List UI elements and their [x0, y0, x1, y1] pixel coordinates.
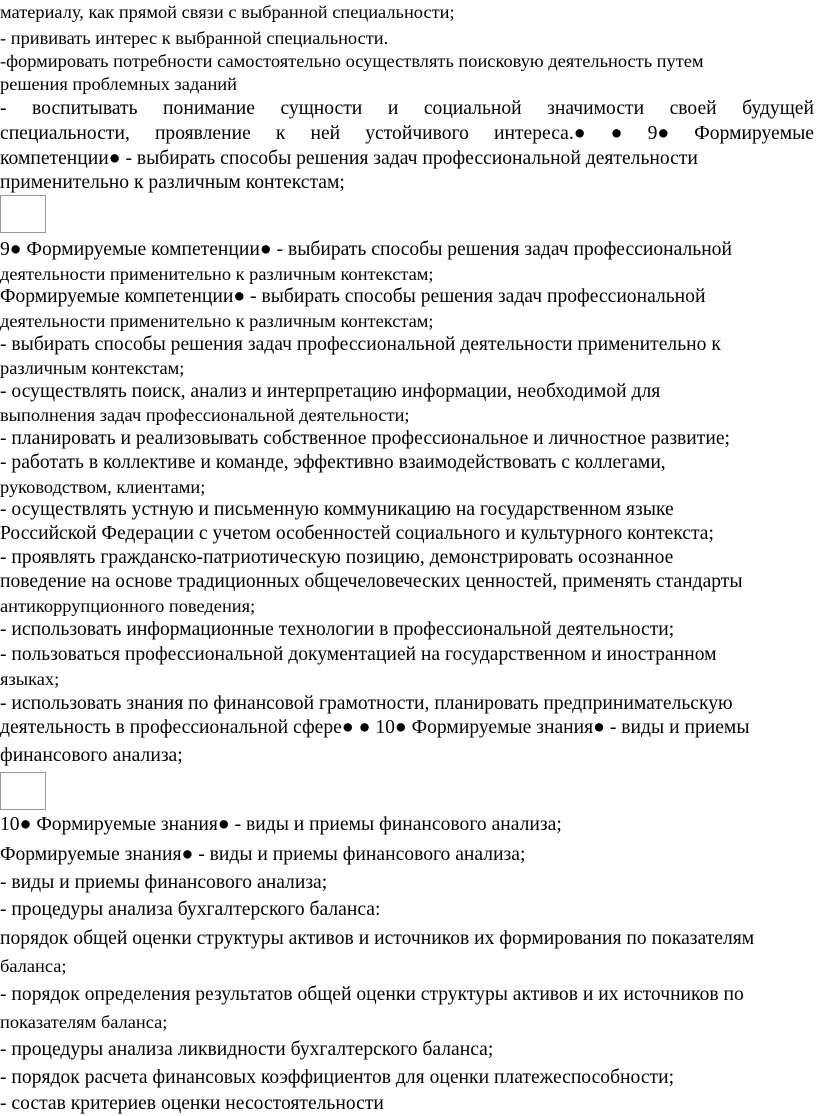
word: к: [275, 123, 286, 144]
text-line: - проявлять гражданско-патриотическую позицию, демонстрировать осознанное: [0, 547, 674, 568]
text-line: Российской Федерации с учетом особенностей социального и культурного контекста;: [0, 523, 714, 544]
text-line: - осуществлять устную и письменную коммуникацию на государственном языке: [0, 499, 674, 520]
text-line: - виды и приемы финансового анализа;: [0, 872, 328, 893]
text-line: материалу, как прямой связи с выбранной специальности;: [0, 2, 455, 22]
word: будущей: [742, 98, 814, 119]
word: 9●: [647, 123, 670, 144]
text-line: - работать в коллективе и команде, эффективно взаимодействовать с коллегами,: [0, 452, 666, 473]
text-line: порядок общей оценки структуры активов и источников их формирования по показателям: [0, 928, 755, 949]
word: ней: [310, 123, 341, 144]
text-line: решения проблемных заданий: [0, 74, 237, 94]
text-line: - состав критериев оценки несостоятельности: [0, 1093, 384, 1114]
text-line: Формируемые знания● - виды и приемы финансового анализа;: [0, 844, 526, 865]
word: значимости: [547, 98, 645, 119]
text-line: поведение на основе традиционных общечеловеческих ценностей, применять стандарты: [0, 571, 743, 592]
text-line: различным контекстам;: [0, 358, 185, 378]
word: социальной: [423, 98, 522, 119]
word: интереса.●: [494, 123, 586, 144]
text-line: - порядок определения результатов общей оценки структуры активов и их источников по: [0, 984, 744, 1005]
text-line: - процедуры анализа ликвидности бухгалтерского баланса;: [0, 1039, 494, 1060]
word: проявление: [154, 123, 251, 144]
text-line: - планировать и реализовывать собственное профессиональное и личностное развитие;: [0, 428, 730, 449]
text-line: - использовать информационные технологии в профессиональной деятельности;: [0, 619, 675, 640]
word: своей: [669, 98, 717, 119]
word: понимание: [163, 98, 255, 119]
text-line: - осуществлять поиск, анализ и интерпретацию информации, необходимой для: [0, 381, 661, 402]
text-line: финансового анализа;: [0, 745, 183, 766]
text-line: - прививать интерес к выбранной специальности.: [0, 28, 389, 48]
text-line: руководством, клиентами;: [0, 477, 206, 497]
word: воспитывать: [32, 98, 138, 119]
text-line: компетенции● - выбирать способы решения задач профессиональной деятельности: [0, 148, 698, 169]
word: сущности: [280, 98, 363, 119]
text-line: - пользоваться профессиональной документацией на государственном и иностранном: [0, 644, 717, 665]
word: Формируемые: [694, 123, 814, 144]
text-line: применительно к различным контекстам;: [0, 172, 345, 193]
word: ●: [610, 123, 623, 144]
justified-line: [0, 124, 814, 144]
text-line: выполнения задач профессиональной деятельности;: [0, 405, 410, 425]
text-line: деятельность в профессиональной сфере● ● 10● Формируемые знания● - виды и приемы: [0, 717, 750, 738]
word: -: [0, 98, 7, 119]
text-line: - порядок расчета финансовых коэффициентов для оценки платежеспособности;: [0, 1067, 675, 1088]
text-line: языках;: [0, 669, 60, 689]
word: и: [387, 98, 399, 119]
text-line: 9● Формируемые компетенции● - выбирать способы решения задач профессиональной: [0, 239, 732, 260]
word: специальности,: [0, 123, 130, 144]
justified-line: [0, 99, 814, 119]
text-line: - процедуры анализа бухгалтерского баланса:: [0, 899, 381, 920]
text-line: антикоррупционного поведения;: [0, 596, 256, 616]
text-line: - использовать знания по финансовой грамотности, планировать предпринимательскую: [0, 693, 733, 714]
text-line: - выбирать способы решения задач профессиональной деятельности применительно к: [0, 334, 721, 355]
empty-image-frame: [0, 772, 46, 810]
text-line: деятельности применительно к различным контекстам;: [0, 264, 434, 284]
text-line: Формируемые компетенции● - выбирать способы решения задач профессиональной: [0, 286, 706, 307]
word: устойчивого: [365, 123, 469, 144]
text-line: показателям баланса;: [0, 1012, 168, 1032]
text-line: -формировать потребности самостоятельно осуществлять поисковую деятельность путем: [0, 51, 704, 71]
text-line: деятельности применительно к различным контекстам;: [0, 311, 434, 331]
text-line: 10● Формируемые знания● - виды и приемы финансового анализа;: [0, 814, 562, 835]
empty-image-frame: [0, 195, 46, 233]
text-line: баланса;: [0, 956, 67, 976]
